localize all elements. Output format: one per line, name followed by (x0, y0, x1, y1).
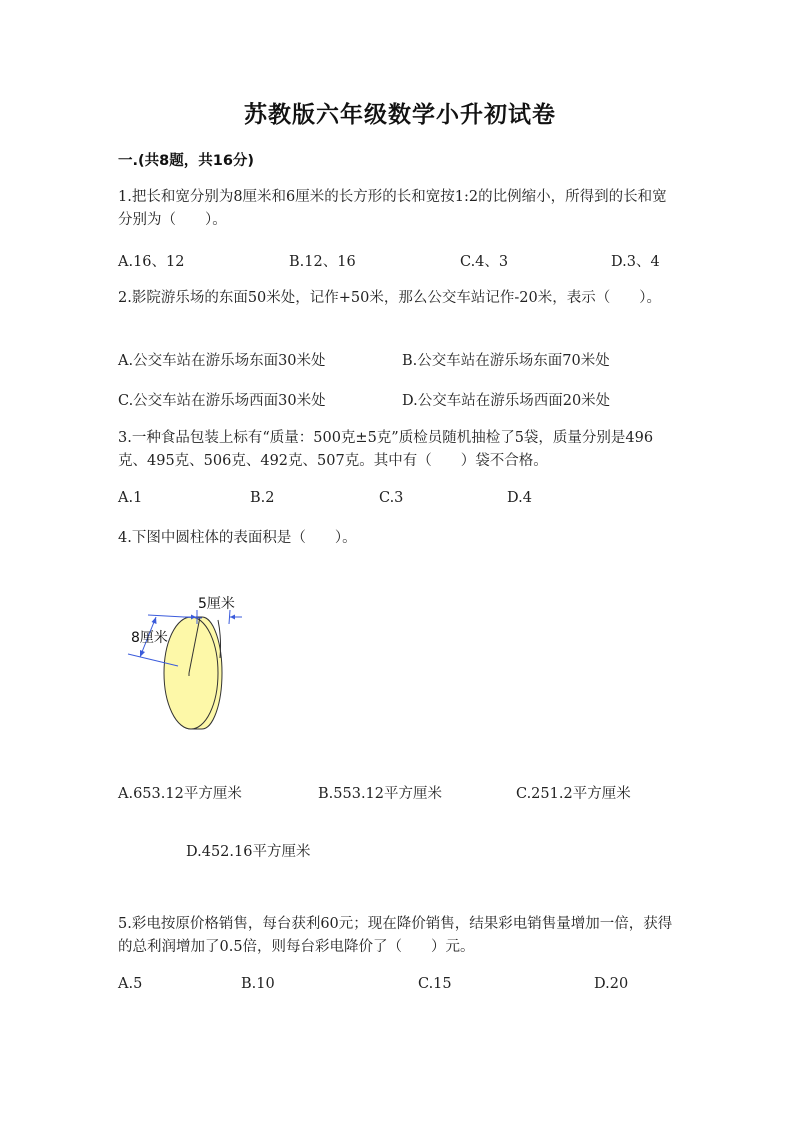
question-4-option-c: C.251.2平方厘米 (516, 786, 631, 802)
question-3-option-b: B.2 (250, 490, 275, 506)
question-5-option-c: C.15 (418, 976, 452, 992)
figure-label-top: 5厘米 (198, 596, 235, 612)
question-5-option-b: B.10 (241, 976, 275, 992)
question-2-option-c: C.公交车站在游乐场西面30米处 (118, 393, 326, 409)
cylinder-figure (120, 588, 260, 738)
dim-left-arrow-top-head (152, 617, 157, 624)
question-3-text: 3.一种食品包装上标有“质量：500克±5克”质检员随机抽检了5袋，质量分别是496克、495克、506克、492克、507克。其中有（ ）袋不合格。 (118, 430, 654, 469)
dim-left-arrow-bottom-head (140, 650, 145, 657)
question-1-option-c: C.4、3 (460, 254, 509, 270)
question-2-text: 2.影院游乐场的东面50米处，记作+50米，那么公交车站记作-20米，表示（ ）。 (118, 290, 661, 306)
question-5-option-a: A.5 (118, 976, 143, 992)
question-4-option-b: B.553.12平方厘米 (318, 786, 443, 802)
question-1-option-d: D.3、4 (611, 254, 660, 270)
question-3-option-d: D.4 (507, 490, 532, 506)
question-4-option-a: A.653.12平方厘米 (118, 786, 242, 802)
question-5-option-d: D.20 (594, 976, 629, 992)
question-3-option-c: C.3 (379, 490, 404, 506)
dim-top-right-tick (229, 610, 230, 624)
cylinder-front-face (164, 617, 218, 729)
question-2-option-d: D.公交车站在游乐场西面20米处 (402, 393, 611, 409)
figure-label-left: 8厘米 (131, 630, 168, 646)
section-heading: 一.(共8题，共16分) (118, 153, 255, 169)
question-3-option-a: A.1 (118, 490, 143, 506)
question-4-option-d: D.452.16平方厘米 (186, 844, 311, 860)
question-2-option-a: A.公交车站在游乐场东面30米处 (118, 353, 326, 369)
question-1-option-a: A.16、12 (118, 254, 185, 270)
dim-top-arrow-right-head (230, 615, 235, 620)
question-4-text: 4.下图中圆柱体的表面积是（ ）。 (118, 530, 357, 546)
question-1-text: 1.把长和宽分别为8厘米和6厘米的长方形的长和宽按1:2的比例缩小，所得到的长和宽分别为（ ）。 (118, 189, 667, 228)
question-5-text: 5.彩电按原价格销售，每台获利60元；现在降价销售，结果彩电销售量增加一倍，获得的总利润增加了0.5倍，则每台彩电降价了（ ）元。 (118, 916, 673, 955)
question-1-option-b: B.12、16 (289, 254, 356, 270)
question-2-option-b: B.公交车站在游乐场东面70米处 (402, 353, 610, 369)
page-title: 苏教版六年级数学小升初试卷 (244, 102, 556, 128)
